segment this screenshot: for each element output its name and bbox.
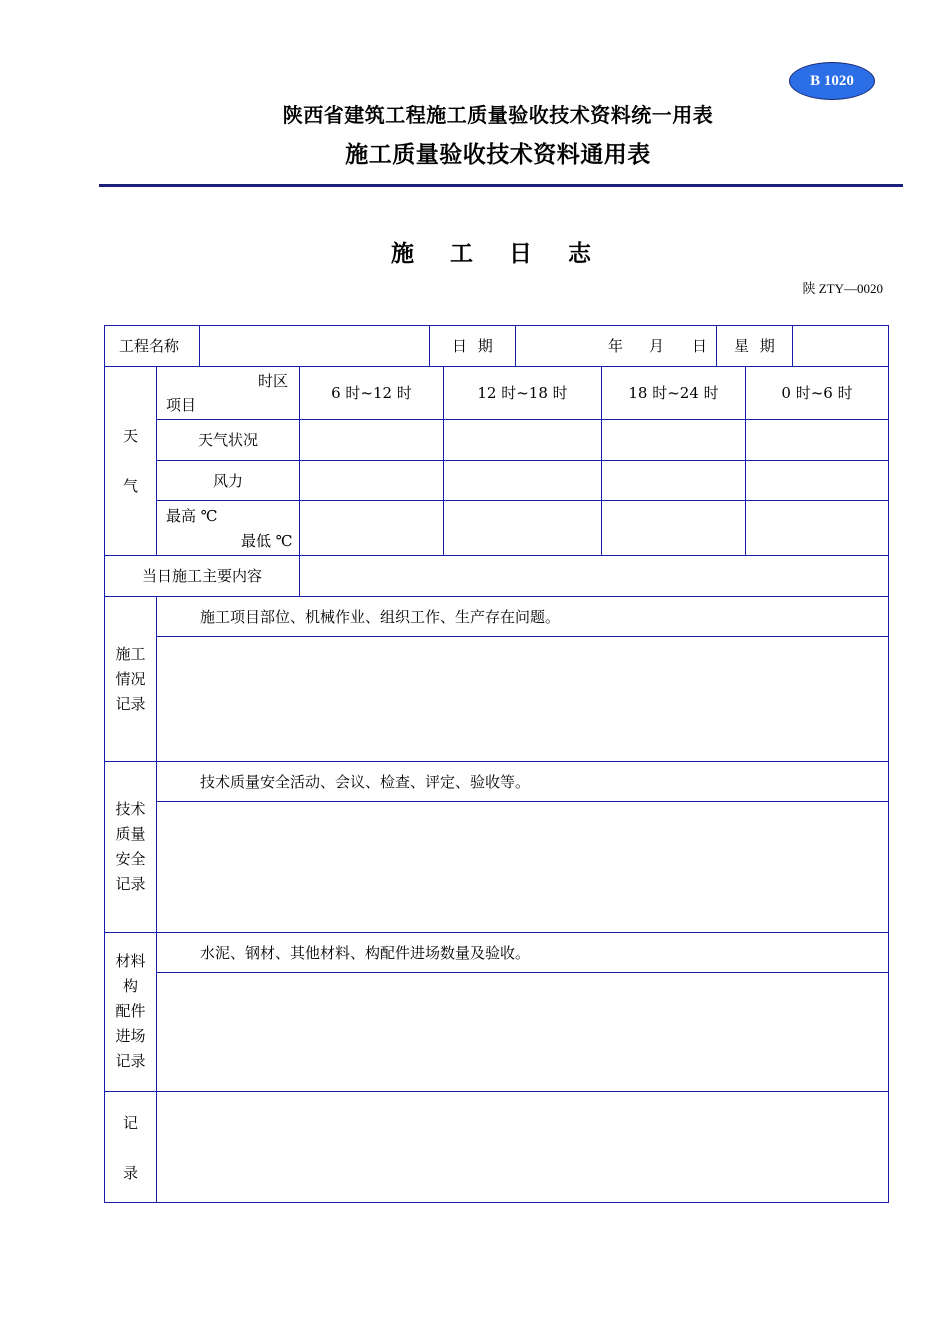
construction-record-label: 施工 情况 记录 [115, 645, 146, 713]
max-temp-label: 最高 ℃ [166, 507, 218, 525]
date-label: 日 期 [452, 337, 496, 355]
form-code: 陕 ZTY—0020 [802, 281, 883, 296]
item-header-label: 项目 [166, 396, 197, 414]
weather-condition-label: 天气状况 [197, 431, 258, 449]
weather-side-label-1: 天 [123, 427, 139, 445]
header-title-province: 陕西省建筑工程施工质量验收技术资料统一用表 [282, 103, 714, 127]
record-field[interactable] [157, 1092, 888, 1202]
quality-safety-record-label: 技术 质量 安全 记录 [115, 800, 146, 893]
date-month-label: 月 [649, 337, 665, 355]
record-label-2: 录 [123, 1164, 139, 1182]
main-content-field[interactable] [300, 556, 888, 596]
period-18-24: 18 时~24 时 [628, 384, 719, 402]
min-temp-label: 最低 ℃ [241, 532, 293, 550]
period-12-18: 12 时~18 时 [477, 384, 568, 402]
project-name-field[interactable] [200, 326, 429, 366]
quality-safety-record-prompt: 技术质量安全活动、会议、检查、评定、验收等。 [200, 773, 531, 791]
materials-entry-record-prompt: 水泥、钢材、其他材料、构配件进场数量及验收。 [200, 944, 531, 962]
form-number-badge: B 1020 [789, 62, 875, 100]
date-day-label: 日 [692, 337, 708, 355]
construction-record-prompt: 施工项目部位、机械作业、组织工作、生产存在问题。 [200, 608, 561, 626]
timezone-header-label: 时区 [258, 372, 289, 390]
header-title-general: 施工质量验收技术资料通用表 [345, 141, 651, 168]
construction-record-field[interactable] [157, 637, 888, 761]
quality-safety-record-field[interactable] [157, 802, 888, 932]
record-label-1: 记 [123, 1114, 139, 1132]
wind-force-label: 风力 [212, 472, 243, 490]
weekday-label: 星 期 [734, 337, 778, 355]
main-content-label: 当日施工主要内容 [141, 567, 262, 585]
period-0-6: 0 时~6 时 [781, 384, 853, 402]
materials-entry-record-field[interactable] [157, 973, 888, 1091]
page-title: 施 工 日 志 [390, 240, 606, 267]
weather-side-label-2: 气 [123, 477, 139, 495]
materials-entry-record-label: 材料 构 配件 进场 记录 [115, 952, 146, 1070]
project-name-label: 工程名称 [119, 337, 180, 355]
weekday-field[interactable] [793, 326, 888, 366]
date-year-label: 年 [608, 337, 624, 355]
period-6-12: 6 时~12 时 [331, 384, 412, 402]
